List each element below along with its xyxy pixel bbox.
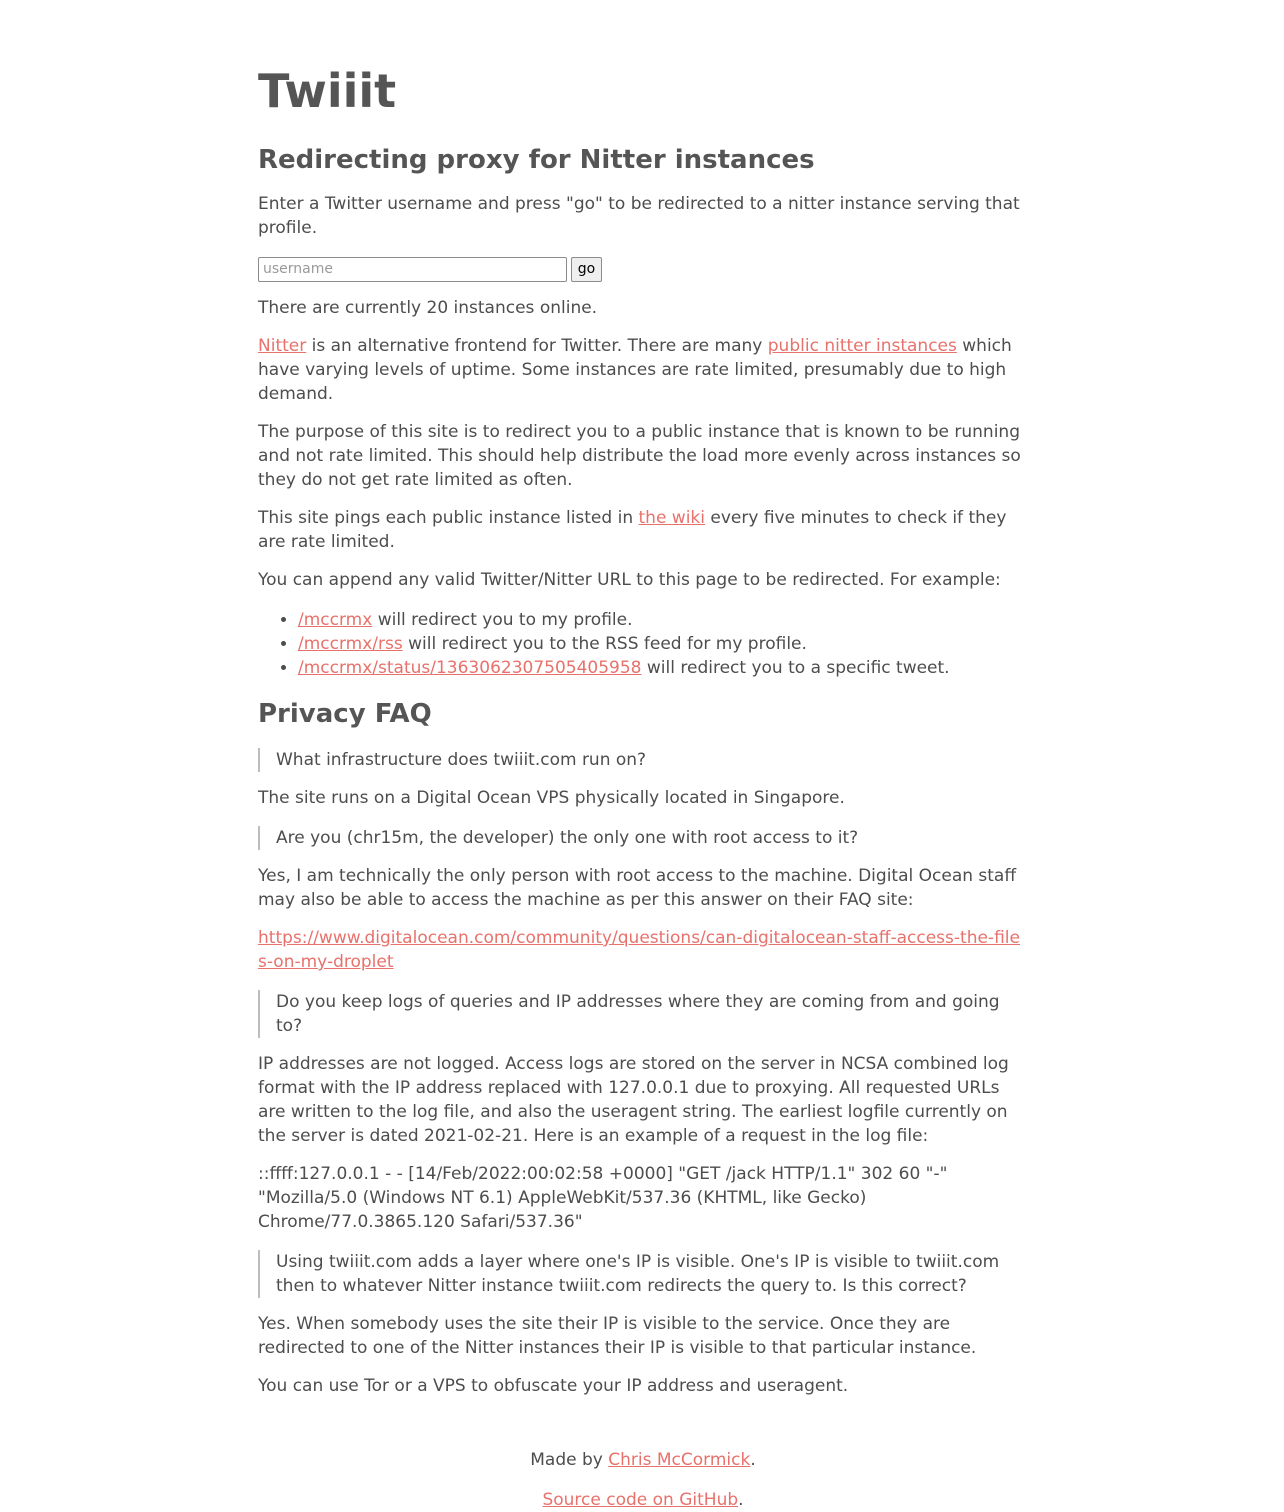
faq-question-1: What infrastructure does twiiit.com run on? [258, 748, 1028, 772]
faq-answer-3: IP addresses are not logged. Access logs are stored on the server in NCSA combined log format with the IP address replaced with 127.0.0.1 due to proxying. All requested URLs are written to the log file, and also the useragent string. The earliest logfile currently on the server is dated 2021-02-21. Here is an example of a request in the log file: [258, 1054, 1009, 1146]
pings-text-1: This site pings each public instance listed in [258, 508, 639, 528]
about-paragraph [258, 334, 1028, 406]
faq-answer-1: The site runs on a Digital Ocean VPS physically located in Singapore. [258, 788, 845, 808]
faq-answer-4b: You can use Tor or a VPS to obfuscate your IP address and useragent. [258, 1376, 849, 1396]
faq-answer-4: Yes. When somebody uses the site their IP is visible to the service. Once they are redirected to one of the Nitter instances their IP is visible to that particular instance. [258, 1314, 977, 1358]
example-link-rss[interactable]: /mccrmx/rss [298, 634, 403, 654]
list-item [298, 656, 1028, 680]
pings-paragraph [258, 506, 1028, 554]
faq-question-2: Are you (chr15m, the developer) the only one with root access to it? [258, 826, 1028, 850]
faq-question-4: Using twiiit.com adds a layer where one's IP is visible. One's IP is visible to twiiit.com then to whatever Nitter instance twiiit.com redirects the query to. Is this correct? [258, 1250, 1028, 1298]
made-by [258, 1448, 1028, 1472]
list-item [298, 608, 1028, 632]
username-form [258, 256, 1028, 282]
nitter-link[interactable]: Nitter [258, 336, 307, 356]
go-button[interactable]: go [571, 257, 602, 282]
footer [258, 1448, 1028, 1512]
append-paragraph: You can append any valid Twitter/Nitter URL to this page to be redirected. For example: [258, 570, 1001, 590]
example-link-profile[interactable]: /mccrmx [298, 610, 373, 630]
example-text: will redirect you to my profile. [372, 610, 633, 630]
source-code [258, 1488, 1028, 1512]
examples-list [258, 608, 1028, 680]
list-item [298, 632, 1028, 656]
faq-log-example: ::ffff:127.0.0.1 - - [14/Feb/2022:00:02:58 +0000] "GET /jack HTTP/1.1" 302 60 "-" "Mozilla/5.0 (Windows NT 6.1) AppleWebKit/537.36 (KHTML, like Gecko) Chrome/77.0.3865.120 Safari/537.36" [258, 1164, 948, 1232]
wiki-link[interactable]: the wiki [638, 508, 705, 528]
github-source-link[interactable]: Source code on GitHub [542, 1490, 739, 1510]
example-text: will redirect you to a specific tweet. [641, 658, 950, 678]
public-instances-link[interactable]: public nitter instances [767, 336, 957, 356]
intro-text: Enter a Twitter username and press "go" to be redirected to a nitter instance serving that profile. [258, 194, 1020, 238]
example-text: will redirect you to the RSS feed for my profile. [402, 634, 807, 654]
site-subtitle: Redirecting proxy for Nitter instances [258, 145, 815, 175]
faq-answer-2: Yes, I am technically the only person with root access to the machine. Digital Ocean staff may also be able to access the machine as per this answer on their FAQ site: [258, 866, 1017, 910]
purpose-paragraph: The purpose of this site is to redirect you to a public instance that is known to be running and not rate limited. This should help distribute the load more evenly across instances so they do not get rate limited as often. [258, 422, 1021, 490]
faq-question-3: Do you keep logs of queries and IP addresses where they are coming from and going to? [258, 990, 1028, 1038]
username-input[interactable] [258, 257, 567, 282]
author-link[interactable]: Chris McCormick [608, 1450, 751, 1470]
about-text-1: is an alternative frontend for Twitter. There are many [306, 336, 768, 356]
source-dot: . [738, 1490, 744, 1510]
site-title: Twiiit [258, 64, 397, 118]
digitalocean-faq-link[interactable]: https://www.digitalocean.com/community/questions/can-digitalocean-staff-access-the-files-on-my-droplet [258, 928, 1020, 972]
privacy-faq-heading: Privacy FAQ [258, 699, 432, 729]
made-by-dot: . [750, 1450, 756, 1470]
page-content [258, 0, 1028, 1512]
faq-answer-2-link-paragraph [258, 926, 1028, 974]
pings-text-2: every five minutes to check if they are rate limited. [258, 508, 1007, 552]
instances-status: There are currently 20 instances online. [258, 298, 598, 318]
example-link-status[interactable]: /mccrmx/status/1363062307505405958 [298, 658, 642, 678]
made-by-text: Made by [530, 1450, 609, 1470]
about-text-2: which have varying levels of uptime. Some instances are rate limited, presumably due to high demand. [258, 336, 1012, 404]
